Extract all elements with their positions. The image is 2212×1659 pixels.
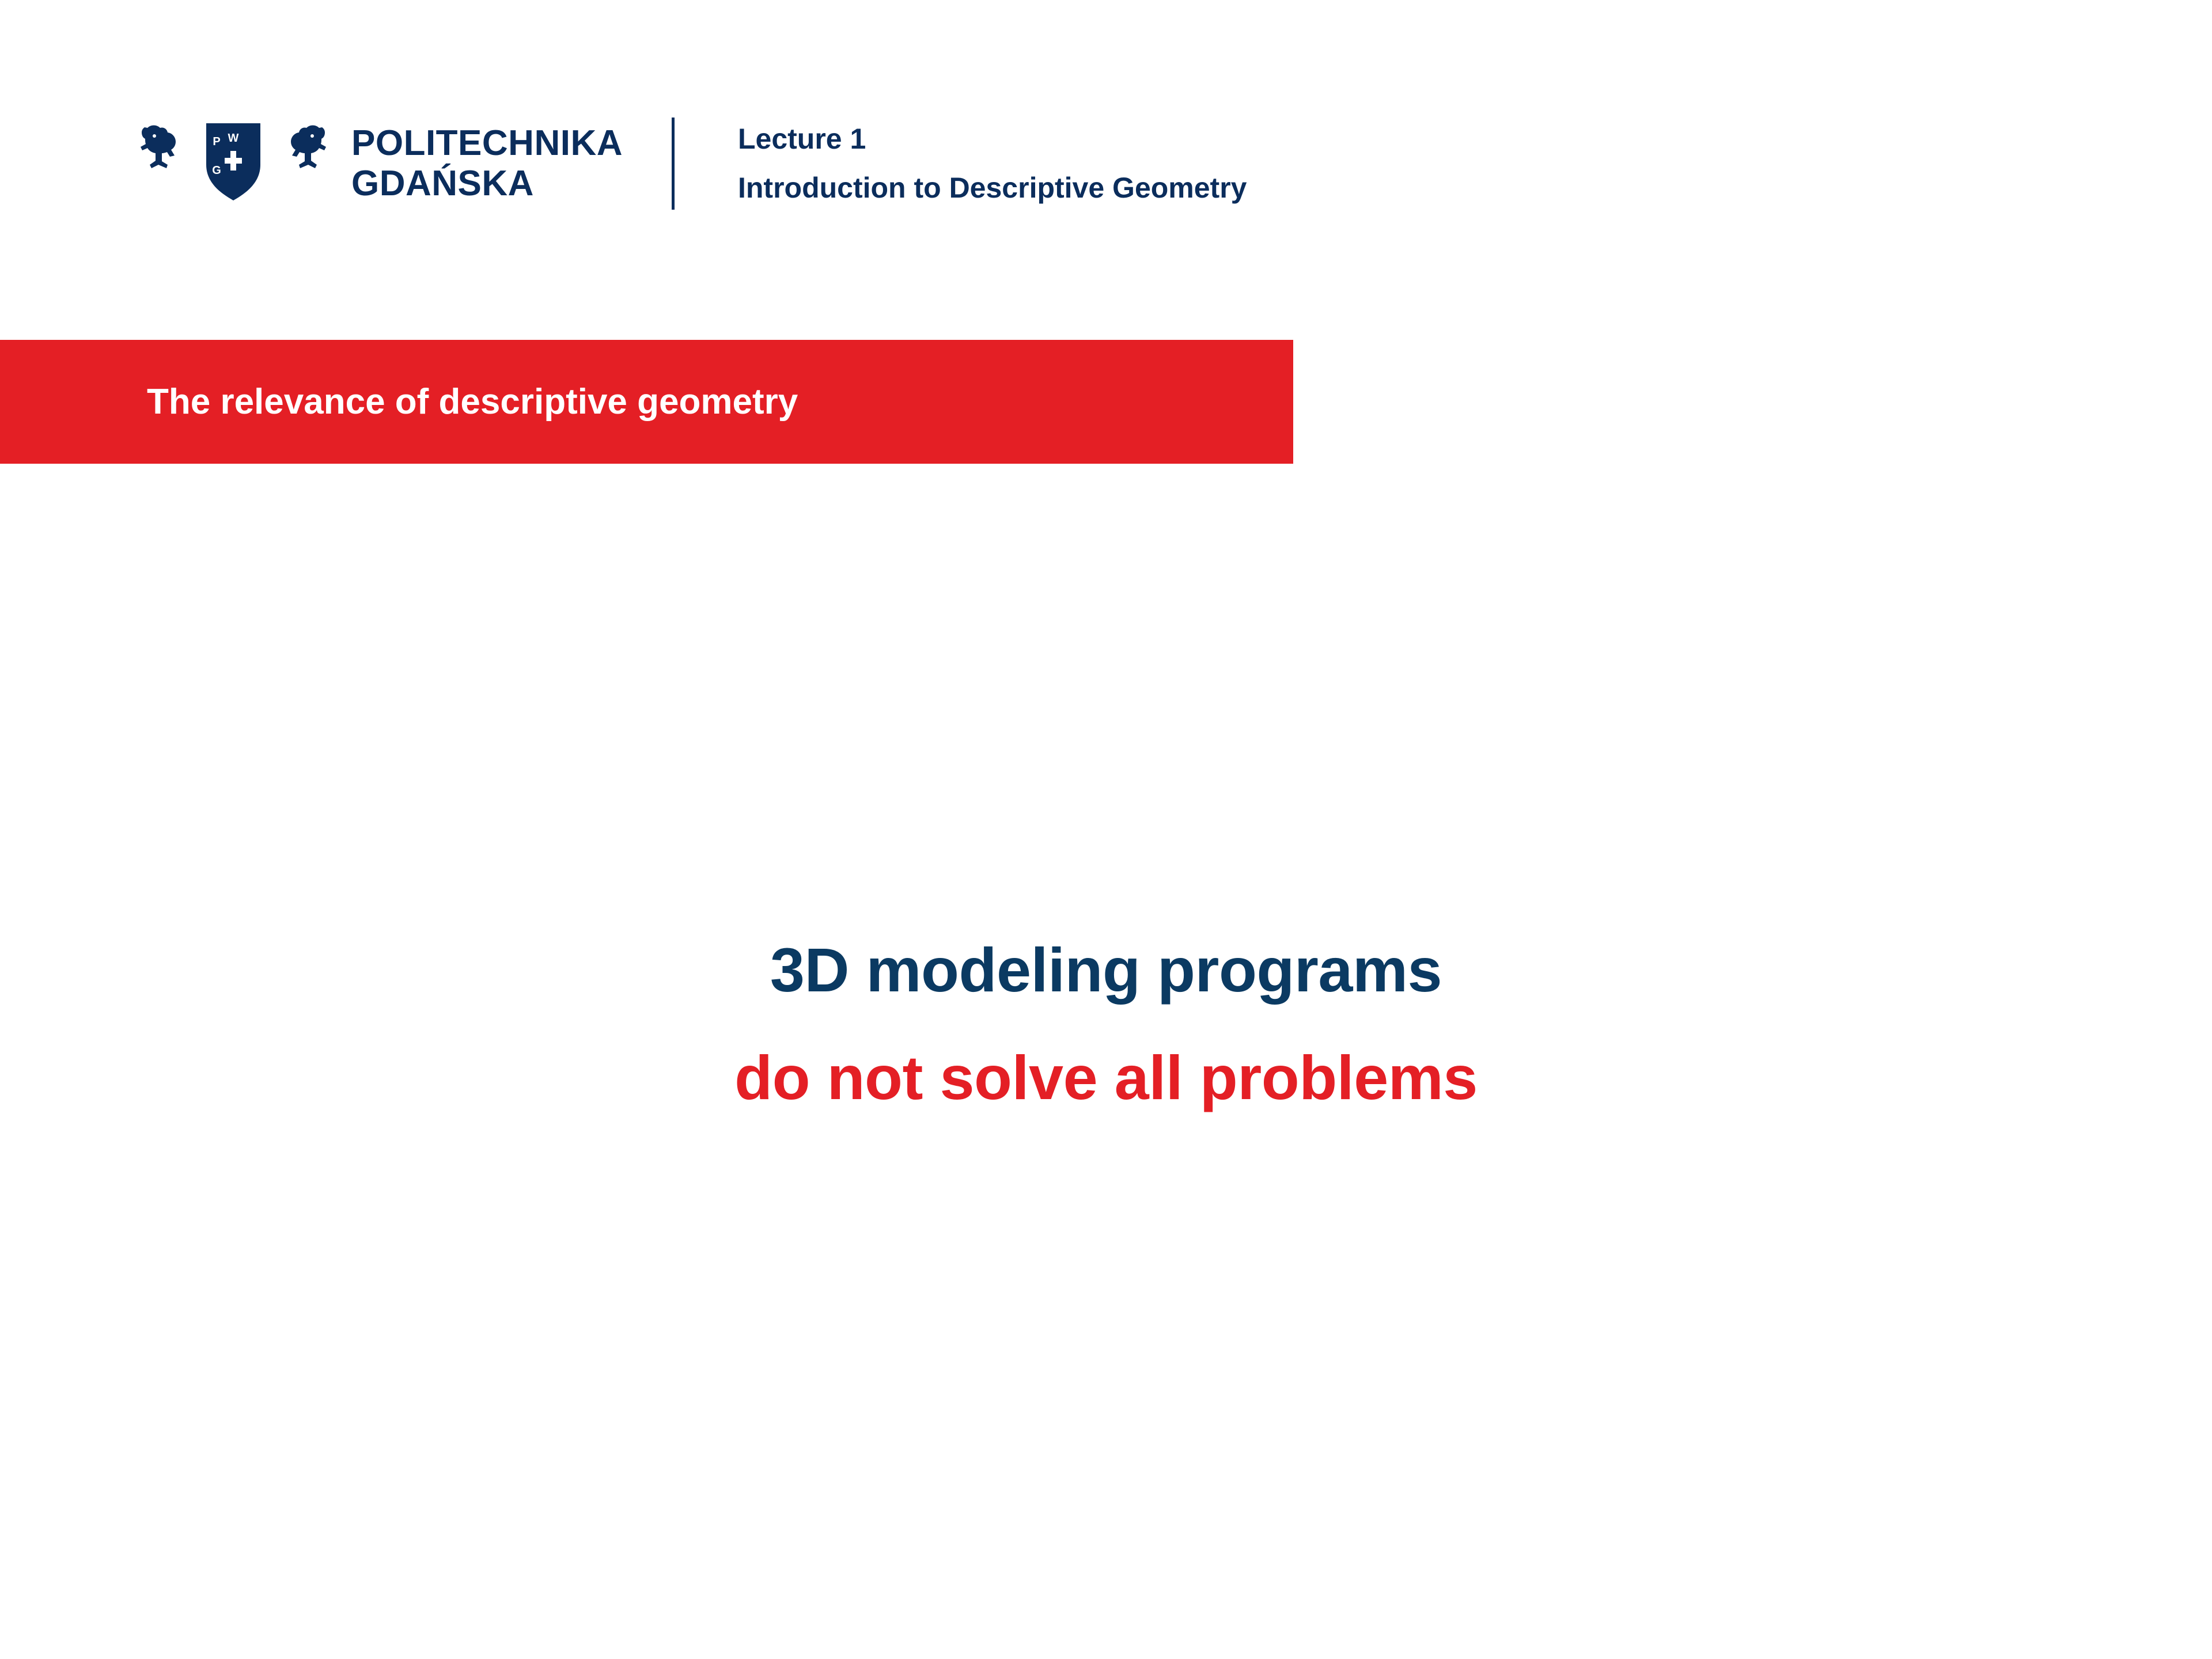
lecture-number: Lecture 1 [738, 123, 866, 155]
lecture-info [738, 121, 1247, 206]
header-divider [672, 118, 675, 210]
university-name-line-2: GDAŃSKA [351, 163, 534, 203]
statement-line-secondary: do not solve all problems [734, 1043, 1478, 1113]
svg-text:G: G [212, 164, 221, 177]
svg-text:W: W [228, 132, 239, 145]
pg-crest-with-lions-logo [132, 113, 334, 214]
svg-text:P: P [213, 135, 221, 148]
lecture-title: Introduction to Descriptive Geometry [738, 171, 1247, 204]
section-banner [0, 340, 1293, 464]
slide-main-statement [0, 933, 2212, 1115]
section-banner-title: The relevance of descriptive geometry [147, 382, 798, 422]
university-name-line-1: POLITECHNIKA [351, 123, 623, 164]
slide-header [132, 113, 1247, 214]
statement-line-primary: 3D modeling programs [770, 935, 1442, 1005]
university-wordmark [351, 123, 623, 203]
